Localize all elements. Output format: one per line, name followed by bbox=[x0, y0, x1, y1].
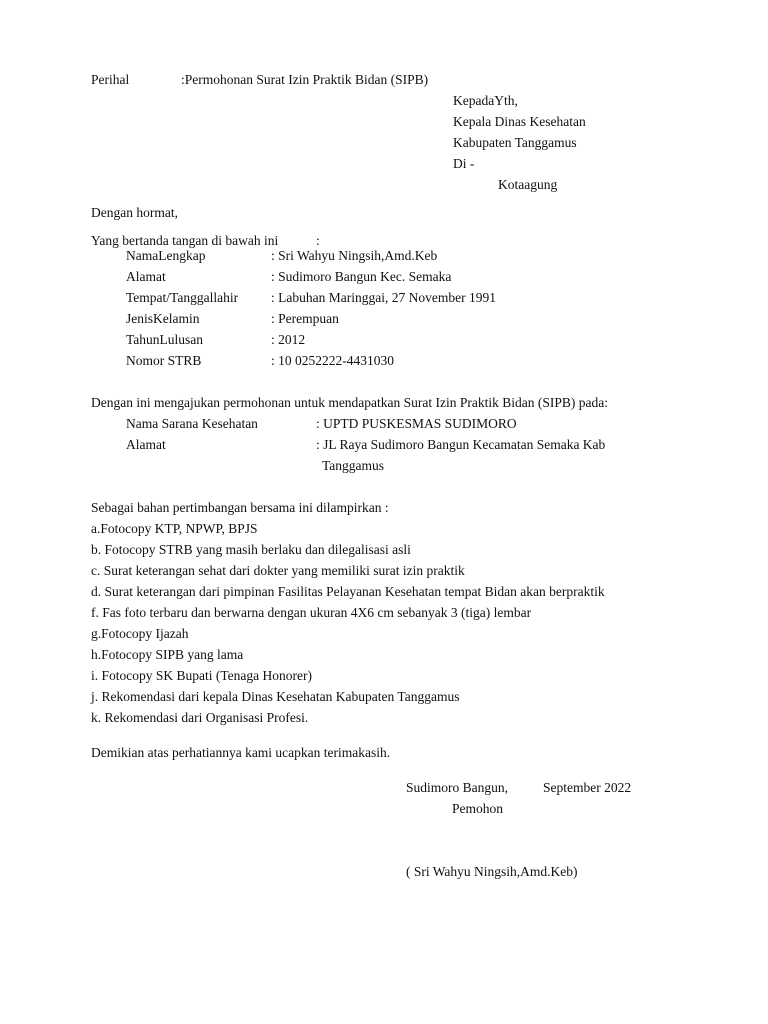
personal-value: : 10 0252222-4431030 bbox=[271, 353, 394, 368]
personal-label: Nomor STRB bbox=[126, 353, 202, 368]
signature-date: September 2022 bbox=[543, 780, 632, 795]
attachment-item: k. Rekomendasi dari Organisasi Profesi. bbox=[91, 710, 309, 725]
greeting: Dengan hormat, bbox=[91, 205, 178, 220]
attachments-intro: Sebagai bahan pertimbangan bersama ini dilampirkan : bbox=[91, 500, 389, 515]
recipient-line-2: Kepala Dinas Kesehatan bbox=[453, 114, 586, 129]
attachment-item: b. Fotocopy STRB yang masih berlaku dan dilegalisasi asli bbox=[91, 542, 411, 557]
attachment-item: j. Rekomendasi dari kepala Dinas Kesehatan Kabupaten Tanggamus bbox=[91, 689, 460, 704]
personal-value: : Sri Wahyu Ningsih,Amd.Keb bbox=[271, 248, 438, 263]
personal-label: TahunLulusan bbox=[126, 332, 204, 347]
signer-intro-colon: : bbox=[316, 233, 320, 248]
attachment-item: f. Fas foto terbaru dan berwarna dengan ukuran 4X6 cm sebanyak 3 (tiga) lembar bbox=[91, 605, 532, 620]
signature-role: Pemohon bbox=[452, 801, 504, 816]
personal-label: NamaLengkap bbox=[126, 248, 206, 263]
personal-value: : 2012 bbox=[271, 332, 306, 347]
attachment-item: d. Surat keterangan dari pimpinan Fasilitas Pelayanan Kesehatan tempat Bidan akan berpraktik bbox=[91, 584, 605, 599]
attachment-item: i. Fotocopy SK Bupati (Tenaga Honorer) bbox=[91, 668, 313, 683]
signature-name: ( Sri Wahyu Ningsih,Amd.Keb) bbox=[406, 864, 578, 879]
personal-label: JenisKelamin bbox=[126, 311, 200, 326]
attachment-item: g.Fotocopy Ijazah bbox=[91, 626, 189, 641]
signer-intro: Yang bertanda tangan di bawah ini bbox=[91, 233, 279, 248]
personal-value: : Perempuan bbox=[271, 311, 339, 326]
recipient-line-1: KepadaYth, bbox=[453, 93, 518, 108]
recipient-line-4: Di - bbox=[453, 156, 475, 171]
closing-text: Demikian atas perhatiannya kami ucapkan terimakasih. bbox=[91, 745, 391, 760]
facility-label: Alamat bbox=[126, 437, 166, 452]
perihal-label: Perihal bbox=[91, 72, 130, 87]
personal-label: Tempat/Tanggallahir bbox=[126, 290, 239, 305]
facility-label: Nama Sarana Kesehatan bbox=[126, 416, 258, 431]
attachment-item: a.Fotocopy KTP, NPWP, BPJS bbox=[91, 521, 258, 536]
personal-value: : Labuhan Maringgai, 27 November 1991 bbox=[271, 290, 496, 305]
facility-value: : JL Raya Sudimoro Bangun Kecamatan Semaka Kab bbox=[316, 437, 606, 452]
attachment-item: c. Surat keterangan sehat dari dokter yang memiliki surat izin praktik bbox=[91, 563, 465, 578]
signature-place: Sudimoro Bangun, bbox=[406, 780, 509, 795]
facility-value-continued: Tanggamus bbox=[322, 458, 385, 473]
recipient-line-3: Kabupaten Tanggamus bbox=[453, 135, 577, 150]
recipient-line-5: Kotaagung bbox=[498, 177, 558, 192]
attachment-item: h.Fotocopy SIPB yang lama bbox=[91, 647, 244, 662]
facility-value: : UPTD PUSKESMAS SUDIMORO bbox=[316, 416, 517, 431]
perihal-value: :Permohonan Surat Izin Praktik Bidan (SIPB) bbox=[181, 72, 429, 87]
personal-value: : Sudimoro Bangun Kec. Semaka bbox=[271, 269, 452, 284]
request-intro: Dengan ini mengajukan permohonan untuk mendapatkan Surat Izin Praktik Bidan (SIPB) pada: bbox=[91, 395, 609, 410]
personal-label: Alamat bbox=[126, 269, 166, 284]
